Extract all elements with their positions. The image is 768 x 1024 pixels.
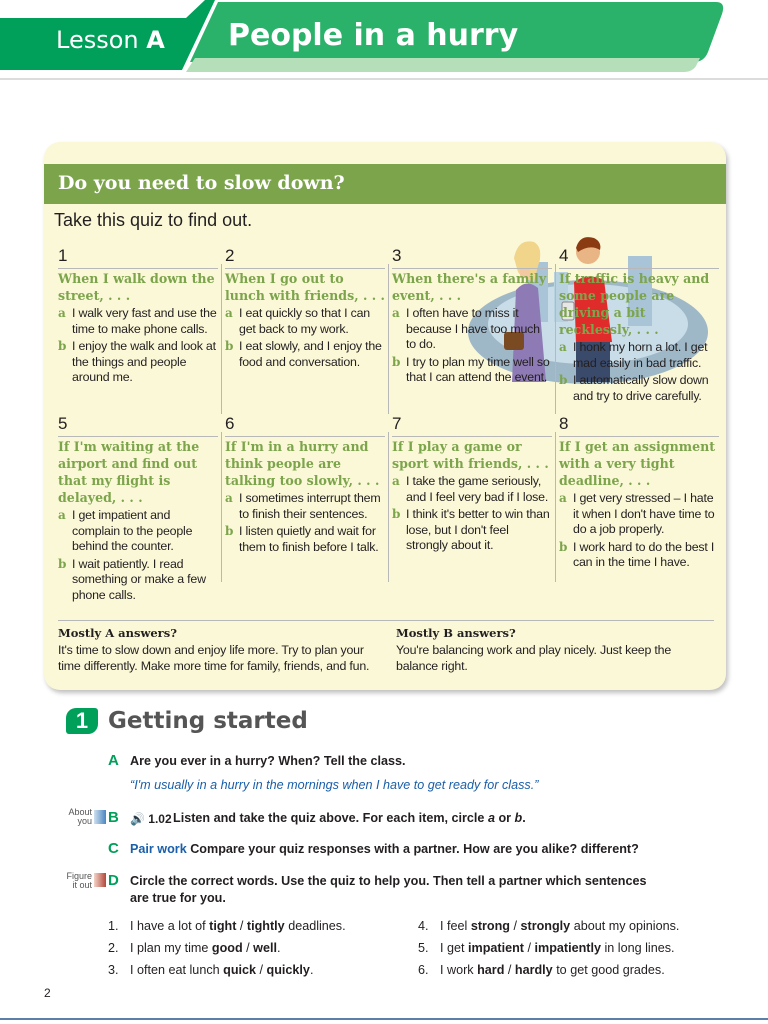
- quiz-question: If I play a game or sport with friends, . . .: [392, 439, 549, 471]
- option-b[interactable]: b I automatically slow down and try to drive carefully.: [559, 373, 709, 403]
- quiz-item-number: 4: [559, 246, 719, 269]
- mostly-b-text: You're balancing work and play nicely. Just keep the balance right.: [396, 643, 672, 673]
- quiz-item-3: [392, 246, 552, 386]
- column-divider: [388, 432, 389, 582]
- speaker-icon[interactable]: 🔊: [130, 812, 145, 826]
- lesson-title: People in a hurry: [228, 18, 519, 53]
- lesson-banner: [0, 0, 768, 80]
- column-divider: [221, 264, 222, 414]
- word-choice[interactable]: tight: [209, 919, 237, 933]
- option-a[interactable]: a I get very stressed – I hate it when I don't have time to do a job properly.: [559, 491, 715, 537]
- word-choice[interactable]: impatient: [468, 941, 524, 955]
- mostly-a-answers: [58, 626, 378, 674]
- option-a[interactable]: a I eat quickly so that I can get back to my work.: [225, 306, 370, 336]
- quiz-heading-bar: [44, 164, 726, 204]
- quiz-question: When I go out to lunch with friends, . . .: [225, 271, 385, 303]
- word-choice[interactable]: quick: [223, 963, 257, 977]
- word-choice[interactable]: tightly: [246, 919, 285, 933]
- option-b[interactable]: b I think it's better to win than lose, but I don't feel strongly about it.: [392, 507, 550, 553]
- quiz-item-number: 6: [225, 414, 385, 437]
- sentence-6: 6. I work hard / hardly to get good grades.: [418, 963, 665, 977]
- quiz-question: If I'm in a hurry and think people are talking too slowly, . . .: [225, 439, 380, 488]
- footer-divider: [0, 1018, 768, 1020]
- quiz-item-7: [392, 414, 552, 554]
- figure-it-out-tag-bar: [94, 873, 106, 887]
- quiz-question: If I get an assignment with a very tight deadline, . . .: [559, 439, 716, 488]
- column-divider: [555, 264, 556, 414]
- word-choice[interactable]: impatiently: [534, 941, 601, 955]
- quiz-question: When there's a family event, . . .: [392, 271, 547, 303]
- exercise-a-letter: A: [108, 752, 119, 769]
- exercise-d-text: Circle the correct words. Use the quiz to help you. Then tell a partner which sentences are true for you.: [130, 874, 647, 905]
- word-choice[interactable]: hard: [477, 963, 505, 977]
- about-you-tag-bar: [94, 810, 106, 824]
- section-title: Getting started: [108, 708, 308, 734]
- audio-track[interactable]: [130, 812, 172, 826]
- option-b[interactable]: b I wait patiently. I read something or make a few phone calls.: [58, 556, 206, 602]
- section-number-badge: 1: [66, 708, 98, 734]
- quiz-item-number: 8: [559, 414, 719, 437]
- quiz-item-2: [225, 246, 385, 370]
- quiz-item-number: 1: [58, 246, 218, 269]
- answers-divider: [58, 620, 714, 621]
- option-b[interactable]: b I enjoy the walk and look at the things and people around me.: [58, 339, 216, 385]
- header-divider: [0, 78, 768, 80]
- option-a[interactable]: a I often have to miss it because I have too much to do.: [392, 306, 540, 352]
- column-divider: [221, 432, 222, 582]
- word-choice[interactable]: quickly: [266, 963, 310, 977]
- exercise-a-quote: “I'm usually in a hurry in the mornings when I have to get ready for class.”: [130, 778, 539, 792]
- word-choice[interactable]: well: [253, 941, 277, 955]
- quiz-item-4: [559, 246, 719, 404]
- option-a[interactable]: a I take the game seriously, and I feel very bad if I lose.: [392, 474, 549, 504]
- quiz-panel: [44, 142, 726, 690]
- mostly-b-answers: [396, 626, 716, 674]
- pair-work-label: Pair work: [130, 842, 187, 856]
- quiz-item-5: [58, 414, 218, 604]
- quiz-question: When I walk down the street, . . .: [58, 271, 215, 303]
- quiz-question: If traffic is heavy and some people are driving a bit recklessly, . . .: [559, 271, 710, 337]
- word-choice[interactable]: hardly: [514, 963, 553, 977]
- column-divider: [388, 264, 389, 414]
- option-b[interactable]: b I try to plan my time well so that I can attend the event.: [392, 354, 550, 385]
- quiz-item-number: 5: [58, 414, 218, 437]
- exercise-b-letter: B: [108, 809, 119, 826]
- option-b[interactable]: b I work hard to do the best I can in the time I have.: [559, 539, 715, 570]
- quiz-item-number: 3: [392, 246, 552, 269]
- audio-track-number: 1.02: [148, 812, 172, 826]
- exercise-d-letter: D: [108, 872, 119, 889]
- sentence-5: 5. I get impatient / impatiently in long lines.: [418, 941, 675, 955]
- quiz-item-1: [58, 246, 218, 386]
- exercise-c-letter: C: [108, 840, 119, 857]
- sentence-3: 3. I often eat lunch quick / quickly.: [108, 963, 314, 977]
- word-choice[interactable]: good: [211, 941, 243, 955]
- mostly-a-heading: Mostly A answers?: [58, 626, 177, 640]
- quiz-item-8: [559, 414, 719, 571]
- option-a[interactable]: a I walk very fast and use the time to make phone calls.: [58, 306, 217, 336]
- word-choice[interactable]: strongly: [520, 919, 571, 933]
- quiz-question: If I'm waiting at the airport and find out that my flight is delayed, . . .: [58, 439, 200, 505]
- mostly-a-text: It's time to slow down and enjoy life more. Try to plan your time differently. Make more time for family, friends, and fun.: [58, 643, 370, 673]
- figure-it-out-tag: Figure it out: [66, 871, 92, 890]
- column-divider: [555, 432, 556, 582]
- quiz-subheading: Take this quiz to find out.: [54, 210, 253, 230]
- sentence-4: 4. I feel strong / strongly about my opinions.: [418, 919, 680, 933]
- page-number: 2: [44, 986, 51, 1000]
- exercise-a-text: Are you ever in a hurry? When? Tell the class.: [130, 754, 406, 768]
- lesson-label: Lesson A: [56, 26, 165, 54]
- option-a[interactable]: a I sometimes interrupt them to finish their sentences.: [225, 491, 381, 521]
- exercise-b-text: Listen and take the quiz above. For each item, circle a or b.: [173, 811, 526, 825]
- option-a[interactable]: a I honk my horn a lot. I get mad easily in bad traffic.: [559, 340, 708, 370]
- word-choice[interactable]: strong: [470, 919, 510, 933]
- about-you-tag: About you: [68, 807, 92, 826]
- sentence-1: 1. I have a lot of tight / tightly deadlines.: [108, 919, 346, 933]
- option-b[interactable]: b I listen quietly and wait for them to finish before I talk.: [225, 524, 379, 554]
- mostly-b-heading: Mostly B answers?: [396, 626, 516, 640]
- quiz-item-6: [225, 414, 385, 555]
- quiz-item-number: 7: [392, 414, 552, 437]
- quiz-heading: Do you need to slow down?: [58, 172, 345, 194]
- option-b[interactable]: b I eat slowly, and I enjoy the food and conversation.: [225, 339, 382, 369]
- option-a[interactable]: a I get impatient and complain to the people behind the counter.: [58, 508, 193, 554]
- exercise-c-text: Pair work Compare your quiz responses with a partner. How are you alike? different?: [130, 842, 639, 856]
- quiz-item-number: 2: [225, 246, 385, 269]
- sentence-2: 2. I plan my time good / well.: [108, 941, 281, 955]
